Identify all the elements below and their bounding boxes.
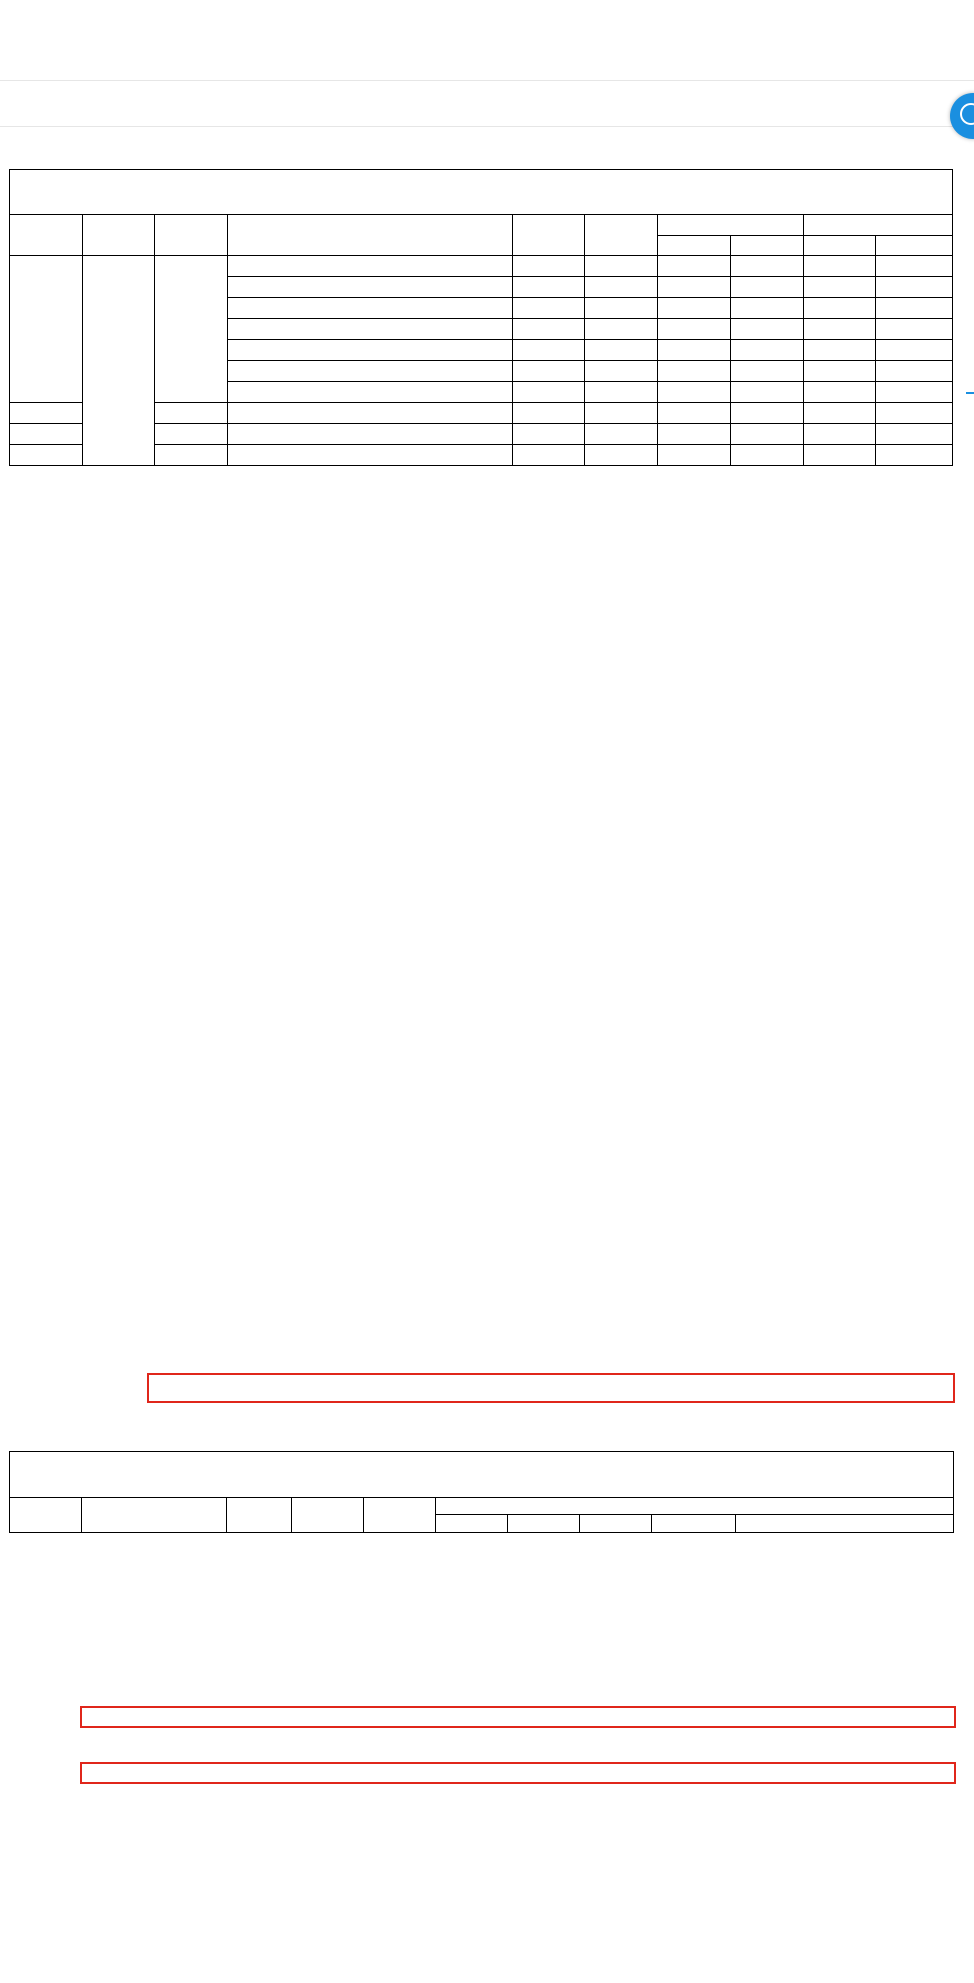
header-control xyxy=(652,1515,736,1533)
divider xyxy=(0,126,974,127)
header-score xyxy=(803,236,876,256)
rank-2024 xyxy=(730,298,803,319)
header-score xyxy=(508,1515,580,1533)
score-2023 xyxy=(803,340,876,361)
score-2024 xyxy=(658,361,731,382)
first-subject xyxy=(82,256,155,466)
header-years xyxy=(227,1498,292,1533)
years xyxy=(512,445,585,466)
major-name xyxy=(228,256,513,277)
plan-2025 xyxy=(585,298,658,319)
rank-2024 xyxy=(730,319,803,340)
score-2024 xyxy=(658,298,731,319)
header-plan xyxy=(585,215,658,256)
years xyxy=(512,298,585,319)
header-max xyxy=(436,1515,508,1533)
rank-2023 xyxy=(876,382,953,403)
highlight-box xyxy=(80,1706,956,1728)
major-name xyxy=(228,361,513,382)
header-rank xyxy=(876,236,953,256)
divider xyxy=(0,80,974,81)
score-2023 xyxy=(803,256,876,277)
rank-2023 xyxy=(876,445,953,466)
header-subject xyxy=(292,1498,364,1533)
group-id xyxy=(10,403,83,424)
header-principle xyxy=(736,1515,954,1533)
major-name xyxy=(228,445,513,466)
years xyxy=(512,340,585,361)
highlight-box xyxy=(80,1762,956,1784)
group-id xyxy=(10,445,83,466)
rank-2023 xyxy=(876,319,953,340)
highlight-box xyxy=(147,1373,955,1403)
group-id xyxy=(10,424,83,445)
rank-2023 xyxy=(876,403,953,424)
score-2024 xyxy=(658,256,731,277)
second-subject xyxy=(155,424,228,445)
rank-2024 xyxy=(730,340,803,361)
header-rank xyxy=(730,236,803,256)
header-major xyxy=(228,215,513,256)
plan-2025 xyxy=(585,424,658,445)
rank-2024 xyxy=(730,424,803,445)
table-caption xyxy=(10,170,953,215)
header-first-subject xyxy=(82,215,155,256)
plan-2025 xyxy=(585,340,658,361)
score-2024 xyxy=(658,319,731,340)
score-2024 xyxy=(658,424,731,445)
score-2024 xyxy=(658,277,731,298)
rank-2023 xyxy=(876,424,953,445)
major-name xyxy=(228,319,513,340)
score-2024 xyxy=(658,382,731,403)
score-2023 xyxy=(803,403,876,424)
plan-2025 xyxy=(585,319,658,340)
major-name xyxy=(228,277,513,298)
chat-icon[interactable] xyxy=(950,93,974,139)
score-2023 xyxy=(803,445,876,466)
score-2023 xyxy=(803,382,876,403)
general-admission-table xyxy=(9,169,953,466)
score-2023 xyxy=(803,361,876,382)
score-2024 xyxy=(658,445,731,466)
major-name xyxy=(228,298,513,319)
major-name xyxy=(228,382,513,403)
table-row xyxy=(10,256,953,277)
second-subject xyxy=(155,445,228,466)
score-2024 xyxy=(658,340,731,361)
years xyxy=(512,256,585,277)
second-subject xyxy=(155,403,228,424)
header-second-subject xyxy=(155,215,228,256)
score-2023 xyxy=(803,298,876,319)
header-2023 xyxy=(803,215,953,236)
plan-2025 xyxy=(585,445,658,466)
group-id xyxy=(10,256,83,403)
rank-2023 xyxy=(876,340,953,361)
rank-2023 xyxy=(876,277,953,298)
plan-2025 xyxy=(585,277,658,298)
plan-2025 xyxy=(585,403,658,424)
second-subject xyxy=(155,256,228,403)
header-plan xyxy=(364,1498,436,1533)
years xyxy=(512,424,585,445)
rank-2024 xyxy=(730,382,803,403)
major-name xyxy=(228,403,513,424)
header-2024 xyxy=(658,215,803,236)
table-caption xyxy=(10,1452,954,1498)
header-avg xyxy=(580,1515,652,1533)
rank-2024 xyxy=(730,256,803,277)
rank-2023 xyxy=(876,298,953,319)
header-major xyxy=(82,1498,227,1533)
major-name xyxy=(228,340,513,361)
rank-2024 xyxy=(730,403,803,424)
plan-2025 xyxy=(585,382,658,403)
scroll-marker xyxy=(966,392,974,394)
score-2023 xyxy=(803,277,876,298)
header-2024 xyxy=(436,1498,954,1515)
years xyxy=(512,277,585,298)
plan-2025 xyxy=(585,361,658,382)
years xyxy=(512,403,585,424)
years xyxy=(512,382,585,403)
rank-2024 xyxy=(730,277,803,298)
rank-2024 xyxy=(730,361,803,382)
score-2023 xyxy=(803,319,876,340)
header-score xyxy=(658,236,731,256)
years xyxy=(512,319,585,340)
major-name xyxy=(228,424,513,445)
arts-sports-table xyxy=(9,1451,954,1533)
header-category xyxy=(10,1498,82,1533)
plan-2025 xyxy=(585,256,658,277)
header-group xyxy=(10,215,83,256)
score-2023 xyxy=(803,424,876,445)
years xyxy=(512,361,585,382)
rank-2024 xyxy=(730,445,803,466)
rank-2023 xyxy=(876,361,953,382)
score-2024 xyxy=(658,403,731,424)
rank-2023 xyxy=(876,256,953,277)
header-years xyxy=(512,215,585,256)
